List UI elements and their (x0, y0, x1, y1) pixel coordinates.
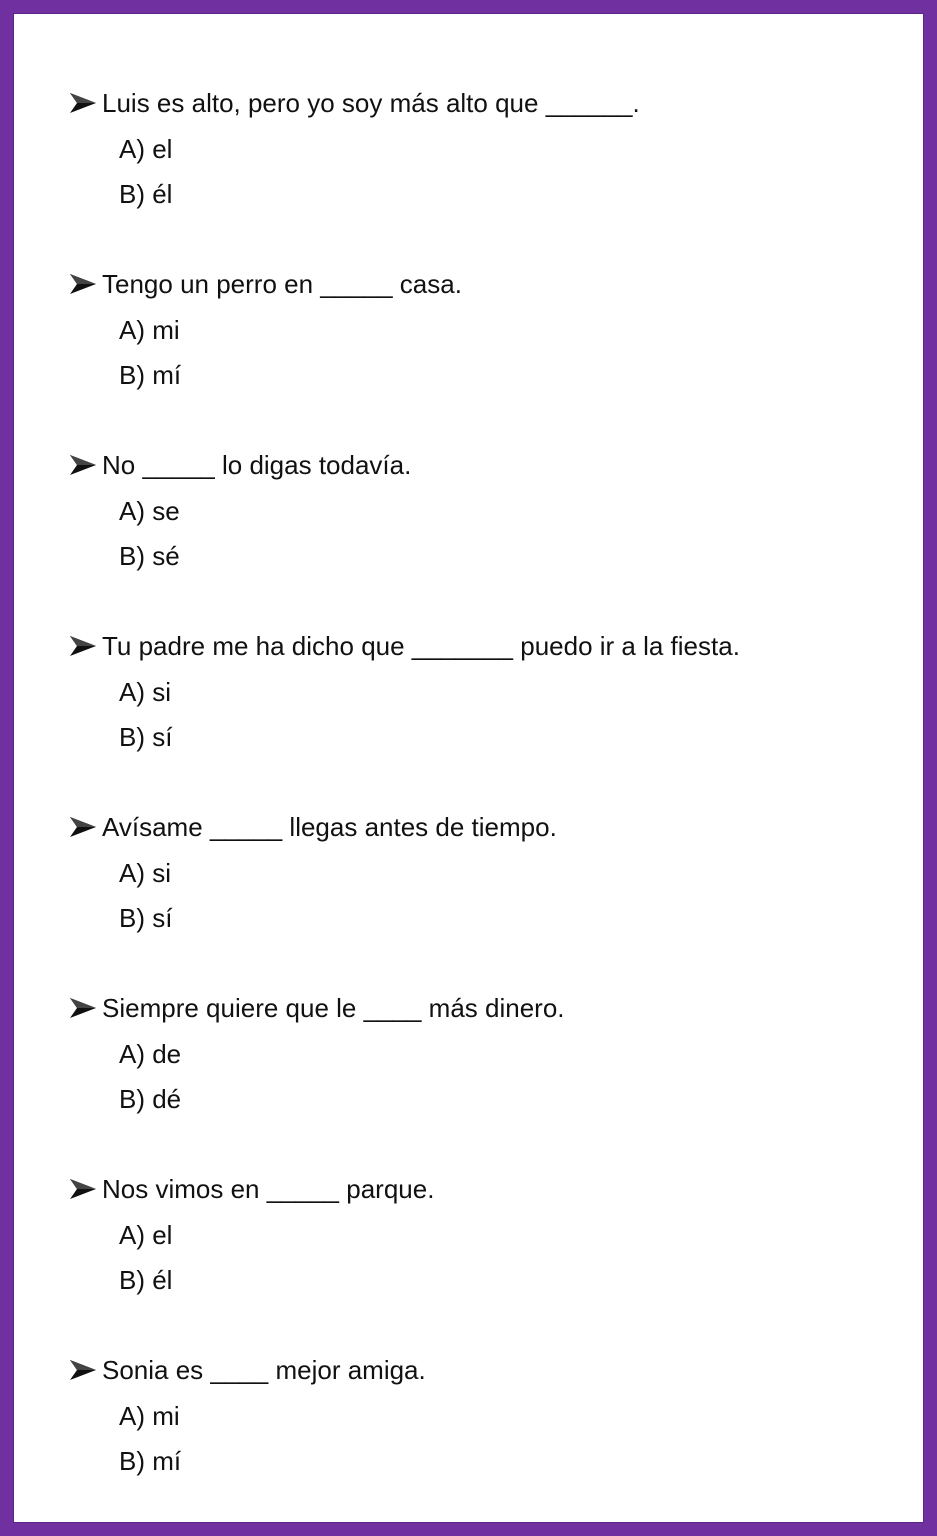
option-b: B) dé (119, 1083, 182, 1114)
question-text: Tu padre me ha dicho que _______ puedo ir a la fiesta. (102, 630, 740, 661)
option-a: A) el (119, 133, 173, 164)
arrowhead-bullet-icon (68, 1177, 98, 1201)
arrowhead-bullet-icon (68, 815, 98, 839)
question-text: Avísame _____ llegas antes de tiempo. (102, 811, 557, 842)
question-text: Luis es alto, pero yo soy más alto que ______. (102, 87, 640, 118)
option-a: A) de (119, 1038, 182, 1069)
question-item (13, 85, 924, 266)
option-b: B) sé (119, 540, 180, 571)
option-a: A) se (119, 495, 180, 526)
arrowhead-bullet-icon (68, 272, 98, 296)
arrowhead-bullet-icon (68, 634, 98, 658)
option-b: B) él (119, 178, 173, 209)
worksheet (13, 13, 924, 1523)
arrowhead-bullet-icon (68, 996, 98, 1020)
question-text-row (68, 990, 565, 1026)
question-text-row (68, 809, 557, 845)
question-text-row (68, 628, 740, 664)
arrowhead-bullet-icon (68, 1358, 98, 1382)
option-b: B) sí (119, 721, 173, 752)
option-b: B) sí (119, 902, 173, 933)
question-text: Siempre quiere que le ____ más dinero. (102, 992, 565, 1023)
question-item (13, 1171, 924, 1352)
question-item (13, 809, 924, 990)
option-b: B) mí (119, 359, 182, 390)
question-text: Tengo un perro en _____ casa. (102, 268, 462, 299)
question-item (13, 1352, 924, 1533)
option-b: B) él (119, 1264, 173, 1295)
option-a: A) si (119, 857, 171, 888)
question-text-row (68, 266, 462, 302)
question-text: Nos vimos en _____ parque. (102, 1173, 435, 1204)
option-a: A) mi (119, 314, 180, 345)
arrowhead-bullet-icon (68, 453, 98, 477)
question-item (13, 447, 924, 628)
option-a: A) si (119, 676, 171, 707)
option-a: A) el (119, 1219, 173, 1250)
question-item (13, 628, 924, 809)
arrowhead-bullet-icon (68, 91, 98, 115)
option-b: B) mí (119, 1445, 182, 1476)
question-item (13, 990, 924, 1171)
question-text-row (68, 1352, 426, 1388)
question-item (13, 266, 924, 447)
question-text: Sonia es ____ mejor amiga. (102, 1354, 426, 1385)
question-text-row (68, 1171, 434, 1207)
question-text-row (68, 447, 411, 483)
question-text-row (68, 85, 640, 121)
option-a: A) mi (119, 1400, 180, 1431)
question-text: No _____ lo digas todavía. (102, 449, 412, 480)
